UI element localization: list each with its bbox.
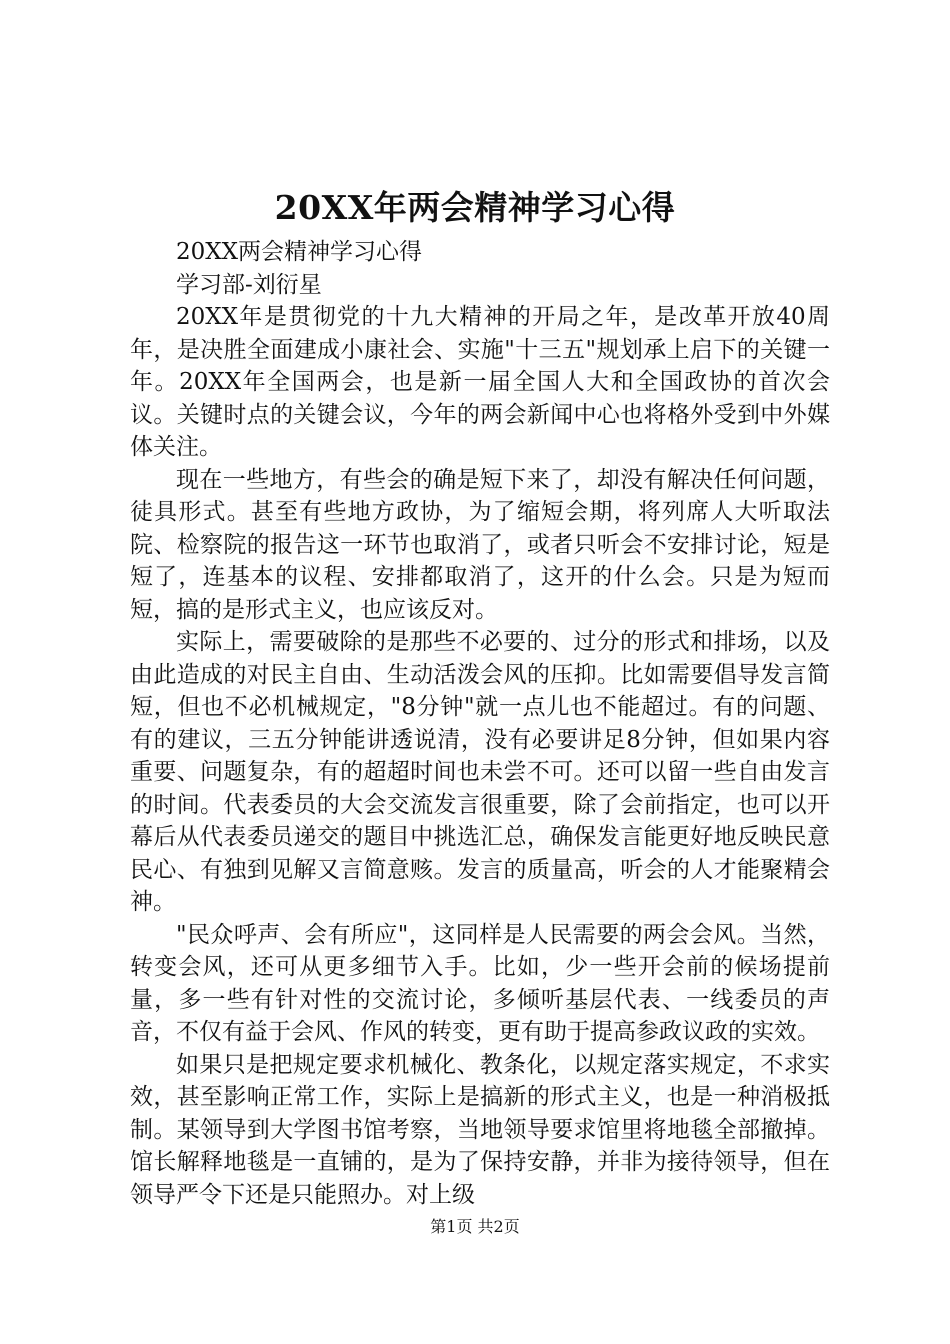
- page-footer: 第1页 共2页: [430, 1217, 520, 1236]
- paragraph: "民众呼声、会有所应"，这同样是人民需要的两会会风。当然，转变会风，还可从更多细节入手。比如，少一些开会前的候场提前量，多一些有针对性的交流讨论，多倾听基层代表、一线委员的声音，不仅有益于会风、作风的转变，更有助于提高参政议政的实效。: [130, 921, 830, 1045]
- paragraph: 实际上，需要破除的是那些不必要的、过分的形式和排场，以及由此造成的对民主自由、生动活泼会风的压抑。比如需要倡导发言简短，但也不必机械规定，"8分钟"就一点儿也不能超过。有的问题、有的建议，三五分钟能讲透说清，没有必要讲足8分钟，但如果内容重要、问题复杂，有的超超时间也未尝不可。还可以留一些自由发言的时间。代表委员的大会交流发言很重要，除了会前指定，也可以开幕后从代表委员递交的题目中挑选汇总，确保发言能更好地反映民意民心、有独到见解又言简意赅。发言的质量高，听会的人才能聚精会神。: [130, 629, 830, 915]
- paragraph-subtitle: 20XX两会精神学习心得: [176, 239, 423, 265]
- paragraph: 现在一些地方，有些会的确是短下来了，却没有解决任何问题，徒具形式。甚至有些地方政协，为了缩短会期，将列席人大听取法院、检察院的报告这一环节也取消了，或者只听会不安排讨论，短是短了，连基本的议程、安排都取消了，这开的什么会。只是为短而短，搞的是形式主义，也应该反对。: [130, 466, 830, 623]
- document-body: [130, 236, 830, 1211]
- paragraph-author: 学习部-刘衍星: [176, 271, 322, 298]
- document-title: 20XX年两会精神学习心得: [274, 188, 676, 227]
- paragraph: 如果只是把规定要求机械化、教条化，以规定落实规定，不求实效，甚至影响正常工作，实际上是搞新的形式主义，也是一种消极抵制。某领导到大学图书馆考察，当地领导要求馆里将地毯全部撤掉。馆长解释地毯是一直铺的，是为了保持安静，并非为接待领导，但在领导严令下还是只能照办。对上级: [130, 1051, 830, 1208]
- paragraph: 20XX年是贯彻党的十九大精神的开局之年，是改革开放40周年，是决胜全面建成小康社会、实施"十三五"规划承上启下的关键一年。20XX年全国两会，也是新一届全国人大和全国政协的首次会议。关键时点的关键会议，今年的两会新闻中心也将格外受到中外媒体关注。: [130, 304, 830, 460]
